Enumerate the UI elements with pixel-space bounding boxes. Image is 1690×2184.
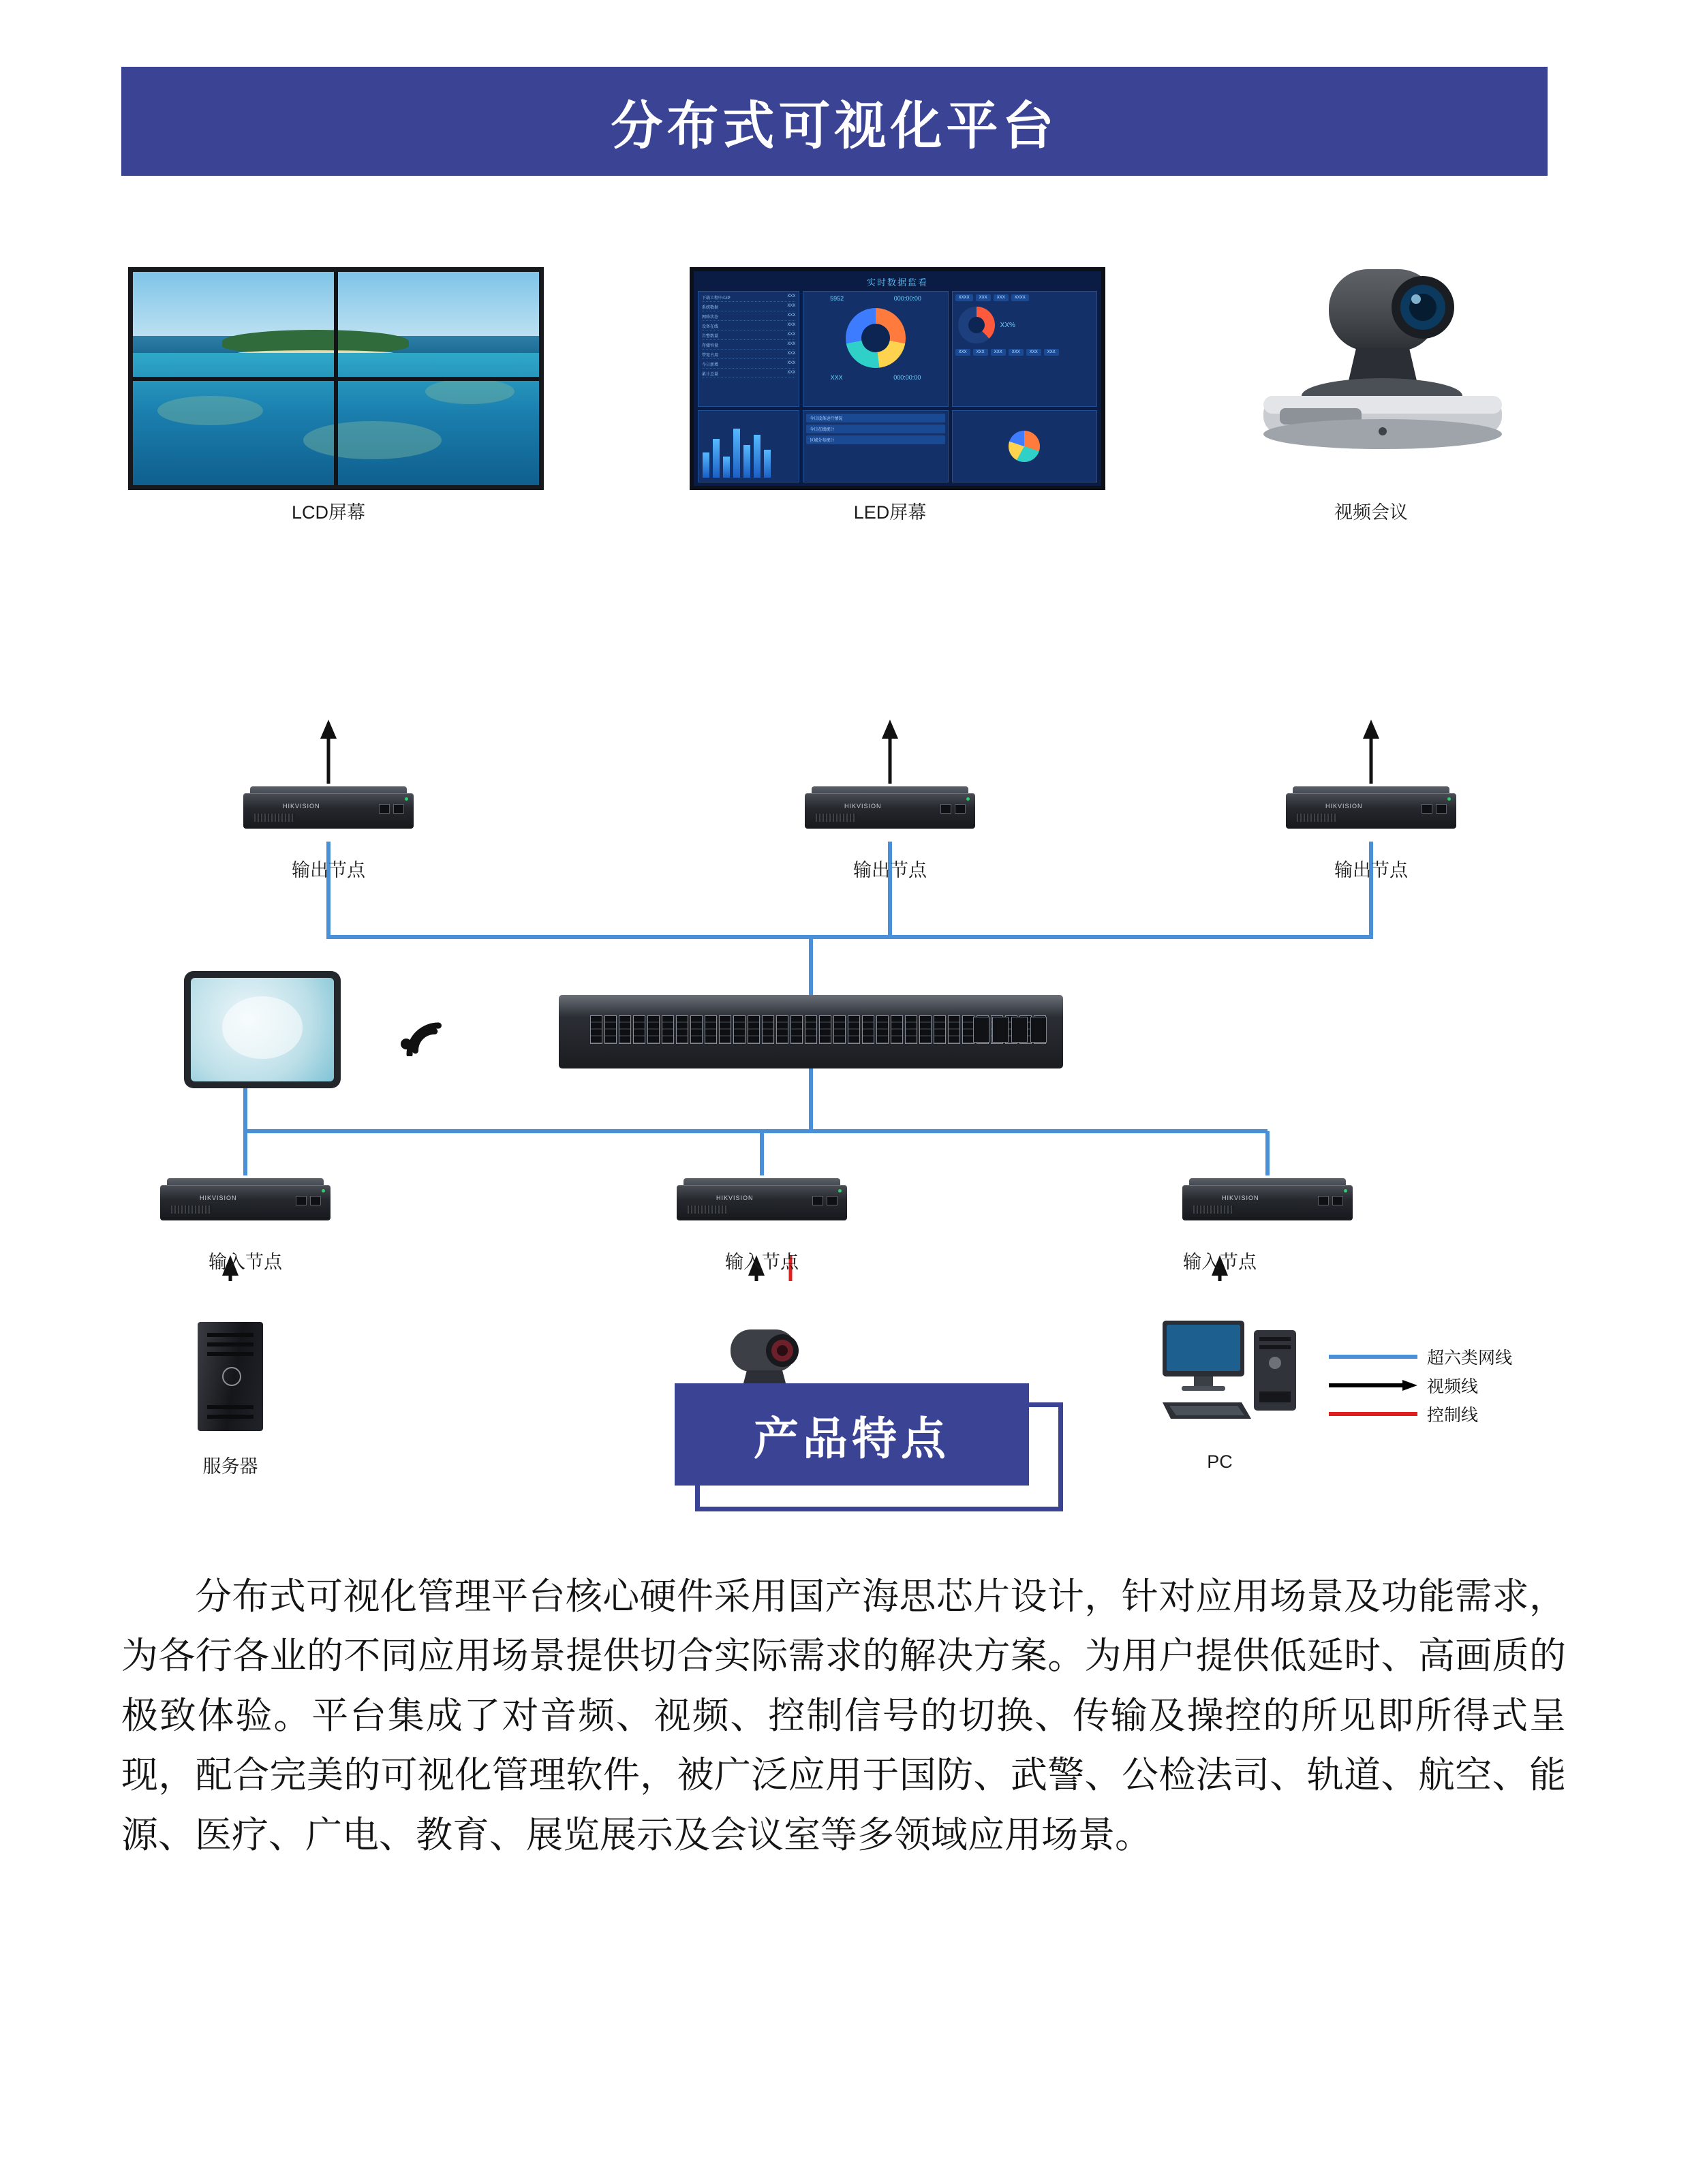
label-input-node-2: 输入节点: [725, 1252, 799, 1272]
led-kpi-time: 000:00:00: [893, 295, 921, 302]
legend-item-video: [1329, 1371, 1554, 1400]
led-donut-card: [803, 291, 948, 407]
legend-swatch-control: [1329, 1407, 1417, 1421]
legend-label-network: 超六类网线: [1427, 1349, 1513, 1368]
led-panel-title: 实时数据监看: [866, 277, 928, 288]
output-node-2: HIKVISION: [805, 784, 975, 837]
label-led-screen: LED屏幕: [853, 502, 927, 523]
input-node-2: HIKVISION: [677, 1175, 847, 1229]
pc-workstation: [1158, 1315, 1315, 1438]
video-conference-camera: [1227, 262, 1547, 487]
control-tablet: [184, 971, 341, 1088]
legend: [1329, 1342, 1554, 1428]
led-kpi-main: 5952: [830, 295, 844, 302]
features-paragraph: 分布式可视化管理平台核心硬件采用国产海思芯片设计，针对应用场景及功能需求，为各行各业的不同应用场景提供切合实际需求的解决方案。为用户提供低延时、高画质的极致体验。平台集成了对音频、视频、控制信号的切换、传输及操控的所见即所得式呈现，配合完美的可视化管理软件，被广泛应用于国防、武警、公检法司、轨道、航空、能源、医疗、广电、教育、展览展示及会议室等多领域应用场景。: [121, 1576, 1566, 1856]
page-title: 分布式可视化平台: [611, 97, 1058, 155]
server-tower: [198, 1322, 263, 1431]
lcd-video-wall: [128, 267, 544, 490]
legend-label-video: 视频线: [1427, 1377, 1479, 1396]
led-table-card: 今日设备运行情况 今日在线统计 区域分布统计: [803, 410, 948, 482]
led-kpi-card: XXXX XXX XXX XXXX XX% XXX XXX XXX XXX XXX XXX: [952, 291, 1097, 407]
input-node-1: HIKVISION: [160, 1175, 331, 1229]
legend-swatch-network: [1329, 1350, 1417, 1364]
legend-item-network: [1329, 1342, 1554, 1371]
label-input-node-1: 输入节点: [209, 1252, 282, 1272]
page-title-banner: [121, 67, 1548, 176]
label-pc: PC: [1207, 1451, 1233, 1472]
legend-label-control: 控制线: [1427, 1406, 1479, 1425]
features-heading-block: [675, 1383, 1063, 1520]
led-bars-card: [698, 410, 799, 482]
network-switch: [559, 995, 1063, 1068]
label-server: 服务器: [202, 1456, 258, 1477]
led-dashboard-screen: [690, 267, 1105, 490]
led-kpi-sub-time: 000:00:00: [893, 374, 921, 381]
label-output-node-3: 输出节点: [1334, 860, 1408, 880]
label-output-node-1: 输出节点: [292, 860, 365, 880]
label-input-node-3: 输入节点: [1183, 1252, 1257, 1272]
output-node-1: HIKVISION: [243, 784, 414, 837]
features-heading-text: 产品特点: [754, 1413, 950, 1464]
legend-item-control: [1329, 1400, 1554, 1428]
output-node-3: HIKVISION: [1286, 784, 1456, 837]
legend-swatch-video: [1329, 1379, 1417, 1392]
led-pie-card: [952, 410, 1097, 482]
label-lcd-screen: LCD屏幕: [291, 502, 366, 523]
led-kpi-percent: XX%: [1000, 321, 1015, 329]
wifi-icon: [388, 1002, 450, 1056]
input-node-3: HIKVISION: [1182, 1175, 1353, 1229]
label-output-node-2: 输出节点: [853, 860, 927, 880]
label-video-conference: 视频会议: [1334, 502, 1408, 523]
features-heading-solid: [675, 1383, 1029, 1486]
led-kpi-sub: XXX: [830, 374, 843, 381]
led-list-card: 下载工程中心IP XXX 系统数据 XXX 网络状态 XXX 设备在线 XXX 告警数量 XXX 存储容量 XXX 带宽占用 XXX 今日新增 XXX 累计总量 XXX: [698, 291, 799, 407]
